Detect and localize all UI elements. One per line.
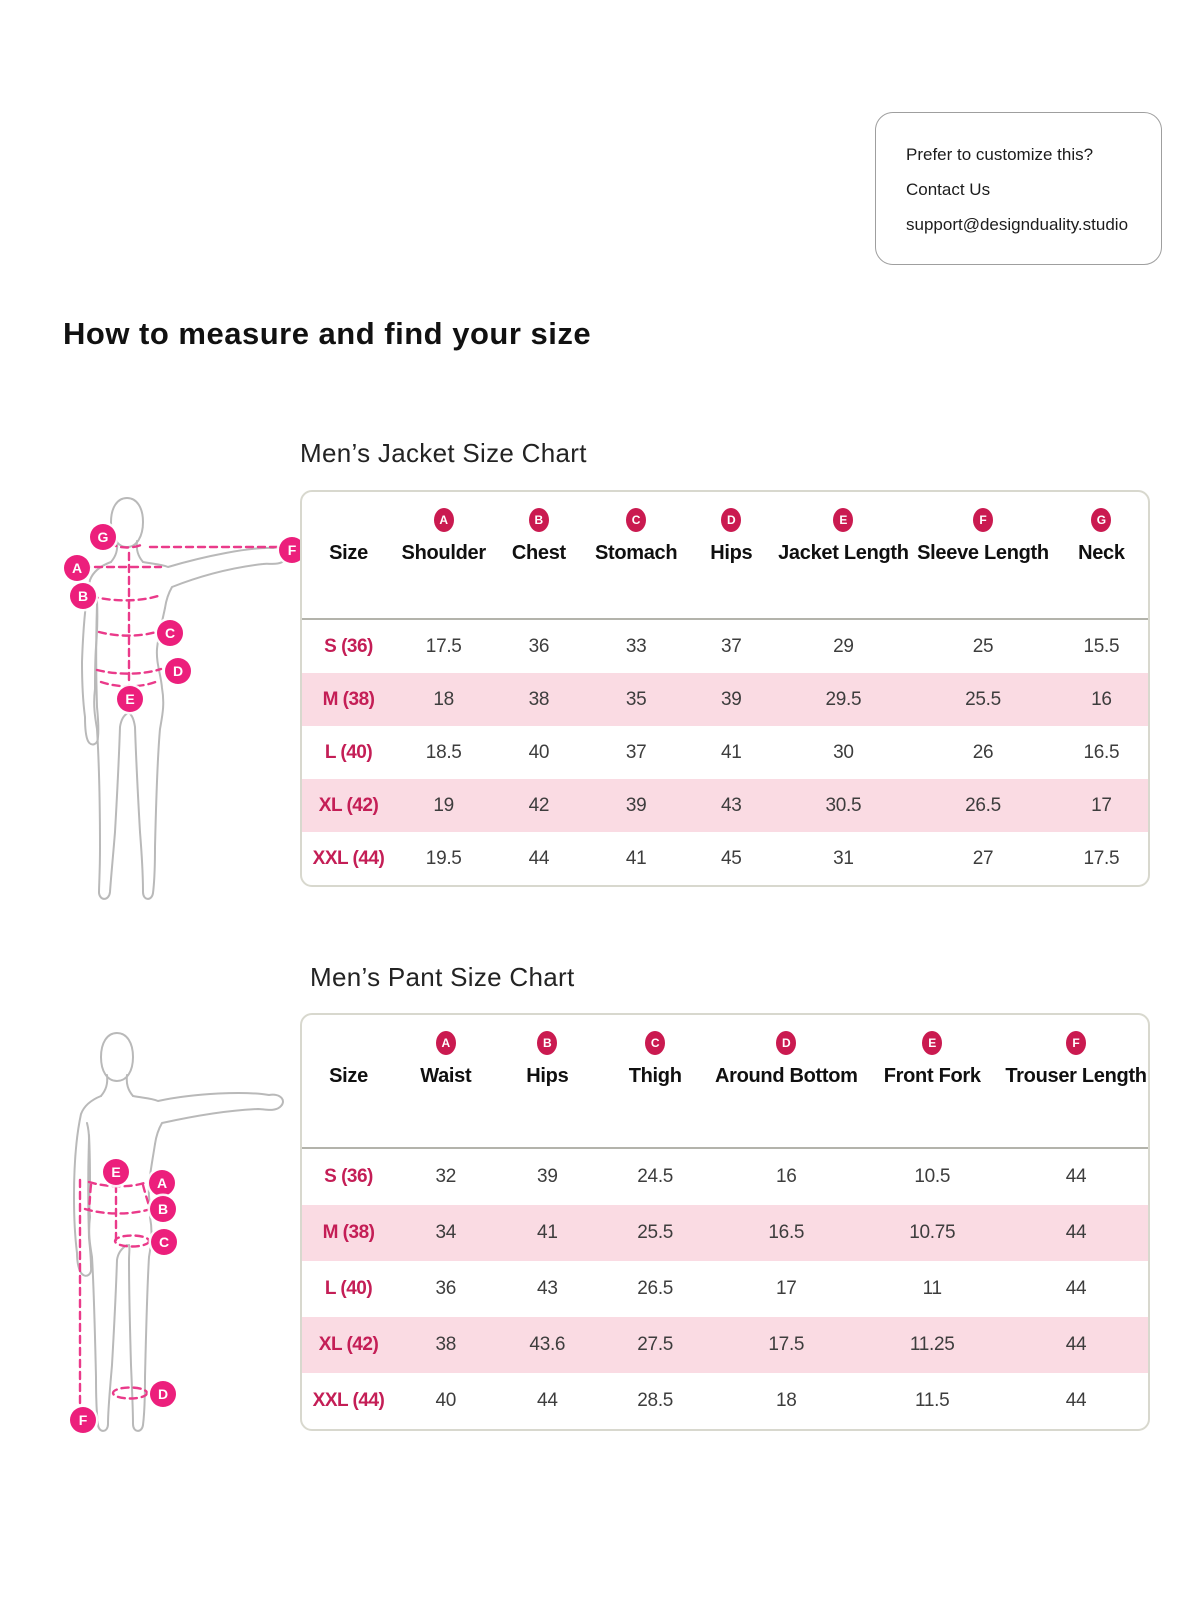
value-cell: 44 bbox=[1065, 1222, 1087, 1243]
value-cell: 44 bbox=[1065, 1390, 1087, 1411]
table-header-row bbox=[302, 1015, 1148, 1149]
column-badge-b-icon: B bbox=[537, 1031, 557, 1055]
column-label: Size bbox=[329, 542, 368, 564]
column-header bbox=[1055, 492, 1148, 618]
size-cell: XXL (44) bbox=[312, 1390, 385, 1411]
column-label: Waist bbox=[420, 1065, 472, 1087]
column-badge-c-icon: C bbox=[626, 508, 646, 532]
value-cell: 16 bbox=[776, 1166, 797, 1187]
figure-badge-b: B bbox=[150, 1196, 176, 1222]
value-cell: 10.75 bbox=[909, 1222, 956, 1243]
value-cell: 43 bbox=[721, 794, 742, 816]
figure-badge-f: F bbox=[279, 537, 305, 563]
column-label: Around Bottom bbox=[714, 1065, 858, 1087]
size-cell: M (38) bbox=[322, 1222, 375, 1243]
column-badge-f-icon: F bbox=[973, 508, 993, 532]
value-cell: 30.5 bbox=[825, 794, 862, 816]
column-header bbox=[687, 492, 776, 618]
value-cell: 18 bbox=[433, 688, 454, 710]
column-label: Size bbox=[329, 1065, 368, 1087]
column-badge-g-icon: G bbox=[1091, 508, 1111, 532]
value-cell: 29 bbox=[833, 635, 854, 657]
value-cell: 44 bbox=[1065, 1278, 1087, 1299]
value-cell: 30 bbox=[833, 741, 854, 763]
figure-badge-d: D bbox=[165, 658, 191, 684]
column-label: Stomach bbox=[594, 542, 678, 564]
table-row bbox=[302, 1149, 1148, 1205]
size-cell: L (40) bbox=[324, 1278, 373, 1299]
value-cell: 17.5 bbox=[1083, 847, 1120, 869]
value-cell: 42 bbox=[528, 794, 550, 816]
figure-badge-f: F bbox=[70, 1407, 96, 1433]
value-cell: 27.5 bbox=[637, 1334, 674, 1355]
value-cell: 26.5 bbox=[637, 1278, 674, 1299]
column-header bbox=[712, 1015, 860, 1147]
column-badge-a-icon: A bbox=[434, 508, 454, 532]
size-cell: XL (42) bbox=[318, 794, 379, 816]
figure-badge-d: D bbox=[150, 1381, 176, 1407]
table-row bbox=[302, 1205, 1148, 1261]
table-row bbox=[302, 1373, 1148, 1429]
value-cell: 17.5 bbox=[425, 635, 462, 657]
value-cell: 18 bbox=[776, 1390, 797, 1411]
value-cell: 17 bbox=[776, 1278, 797, 1299]
figure-badge-g: G bbox=[90, 524, 116, 550]
figure-badge-a: A bbox=[64, 555, 90, 581]
size-cell: L (40) bbox=[324, 741, 373, 763]
value-cell: 40 bbox=[435, 1390, 457, 1411]
contact-card bbox=[875, 112, 1162, 265]
value-cell: 16.5 bbox=[768, 1222, 805, 1243]
size-cell: XXL (44) bbox=[312, 847, 385, 869]
value-cell: 16.5 bbox=[1083, 741, 1120, 763]
value-cell: 44 bbox=[528, 847, 550, 869]
column-header bbox=[911, 492, 1055, 618]
column-label: Neck bbox=[1078, 542, 1125, 564]
value-cell: 38 bbox=[528, 688, 550, 710]
value-cell: 16 bbox=[1091, 688, 1112, 710]
value-cell: 37 bbox=[625, 741, 647, 763]
value-cell: 32 bbox=[435, 1166, 457, 1187]
value-cell: 25 bbox=[972, 635, 994, 657]
size-cell: S (36) bbox=[324, 635, 373, 657]
column-label: Shoulder bbox=[401, 542, 486, 564]
value-cell: 34 bbox=[435, 1222, 457, 1243]
column-header bbox=[302, 1015, 395, 1147]
value-cell: 37 bbox=[721, 635, 742, 657]
figure-badge-a: A bbox=[149, 1170, 175, 1196]
column-header bbox=[598, 1015, 712, 1147]
table-row bbox=[302, 1317, 1148, 1373]
value-cell: 41 bbox=[721, 741, 742, 763]
column-header bbox=[860, 1015, 1004, 1147]
value-cell: 40 bbox=[528, 741, 550, 763]
column-badge-d-icon: D bbox=[721, 508, 741, 532]
column-label: Chest bbox=[511, 542, 566, 564]
size-cell: S (36) bbox=[324, 1166, 373, 1187]
figure-badge-e: E bbox=[103, 1159, 129, 1185]
column-header bbox=[1004, 1015, 1148, 1147]
value-cell: 25.5 bbox=[965, 688, 1001, 710]
value-cell: 28.5 bbox=[637, 1390, 674, 1411]
value-cell: 24.5 bbox=[637, 1166, 674, 1187]
value-cell: 43.6 bbox=[529, 1334, 566, 1355]
column-label: Trouser Length bbox=[1005, 1065, 1147, 1087]
support-email[interactable]: support@designduality.studio bbox=[906, 215, 1129, 234]
column-label: Hips bbox=[526, 1065, 569, 1087]
value-cell: 19.5 bbox=[425, 847, 462, 869]
value-cell: 44 bbox=[1065, 1334, 1087, 1355]
value-cell: 31 bbox=[833, 847, 854, 869]
value-cell: 17 bbox=[1091, 794, 1112, 816]
table-row bbox=[302, 673, 1148, 726]
column-badge-b-icon: B bbox=[529, 508, 549, 532]
value-cell: 39 bbox=[721, 688, 742, 710]
table-row bbox=[302, 726, 1148, 779]
table-header-row bbox=[302, 492, 1148, 620]
value-cell: 11 bbox=[922, 1278, 942, 1299]
column-header bbox=[395, 1015, 497, 1147]
pant-measure-figure bbox=[55, 1005, 295, 1440]
value-cell: 45 bbox=[721, 847, 742, 869]
value-cell: 44 bbox=[1065, 1166, 1087, 1187]
value-cell: 11.5 bbox=[915, 1390, 950, 1411]
column-badge-d-icon: D bbox=[776, 1031, 796, 1055]
value-cell: 36 bbox=[435, 1278, 457, 1299]
value-cell: 17.5 bbox=[768, 1334, 805, 1355]
column-label: Thigh bbox=[628, 1065, 682, 1087]
table-row bbox=[302, 620, 1148, 673]
column-header bbox=[585, 492, 687, 618]
value-cell: 41 bbox=[537, 1222, 558, 1243]
value-cell: 18.5 bbox=[425, 741, 462, 763]
column-label: Jacket Length bbox=[778, 542, 909, 564]
column-label: Front Fork bbox=[883, 1065, 981, 1087]
value-cell: 36 bbox=[528, 635, 550, 657]
figure-badge-c: C bbox=[151, 1229, 177, 1255]
figure-badge-c: C bbox=[157, 620, 183, 646]
figure-badge-b: B bbox=[70, 583, 96, 609]
value-cell: 10.5 bbox=[914, 1166, 951, 1187]
column-badge-e-icon: E bbox=[922, 1031, 942, 1055]
table-row bbox=[302, 832, 1148, 885]
value-cell: 41 bbox=[625, 847, 647, 869]
customize-prompt: Prefer to customize this? bbox=[906, 145, 1094, 164]
value-cell: 39 bbox=[537, 1166, 558, 1187]
column-badge-f-icon: F bbox=[1066, 1031, 1086, 1055]
value-cell: 26 bbox=[972, 741, 994, 763]
pant-size-table bbox=[300, 1013, 1150, 1431]
value-cell: 26.5 bbox=[965, 794, 1001, 816]
jacket-chart-title: Men’s Jacket Size Chart bbox=[300, 438, 587, 468]
value-cell: 19 bbox=[433, 794, 454, 816]
value-cell: 44 bbox=[537, 1390, 558, 1411]
column-badge-a-icon: A bbox=[436, 1031, 456, 1055]
value-cell: 43 bbox=[537, 1278, 558, 1299]
contact-us-label: Contact Us bbox=[906, 180, 991, 199]
size-cell: M (38) bbox=[322, 688, 375, 710]
table-row bbox=[302, 779, 1148, 832]
column-badge-c-icon: C bbox=[645, 1031, 665, 1055]
page-title: How to measure and find your size bbox=[63, 316, 592, 351]
value-cell: 33 bbox=[625, 635, 647, 657]
column-label: Sleeve Length bbox=[917, 542, 1049, 564]
value-cell: 38 bbox=[435, 1334, 457, 1355]
table-row bbox=[302, 1261, 1148, 1317]
figure-badge-e: E bbox=[117, 686, 143, 712]
size-cell: XL (42) bbox=[318, 1334, 379, 1355]
value-cell: 29.5 bbox=[825, 688, 862, 710]
column-header bbox=[776, 492, 911, 618]
value-cell: 15.5 bbox=[1083, 635, 1120, 657]
value-cell: 35 bbox=[625, 688, 647, 710]
value-cell: 11.25 bbox=[909, 1334, 955, 1355]
column-header bbox=[302, 492, 395, 618]
column-badge-e-icon: E bbox=[833, 508, 853, 532]
value-cell: 25.5 bbox=[637, 1222, 674, 1243]
pant-chart-title: Men’s Pant Size Chart bbox=[310, 962, 575, 992]
column-label: Hips bbox=[710, 542, 753, 564]
column-header bbox=[497, 1015, 599, 1147]
value-cell: 27 bbox=[972, 847, 994, 869]
value-cell: 39 bbox=[625, 794, 647, 816]
column-header bbox=[492, 492, 585, 618]
jacket-size-table bbox=[300, 490, 1150, 887]
column-header bbox=[395, 492, 492, 618]
